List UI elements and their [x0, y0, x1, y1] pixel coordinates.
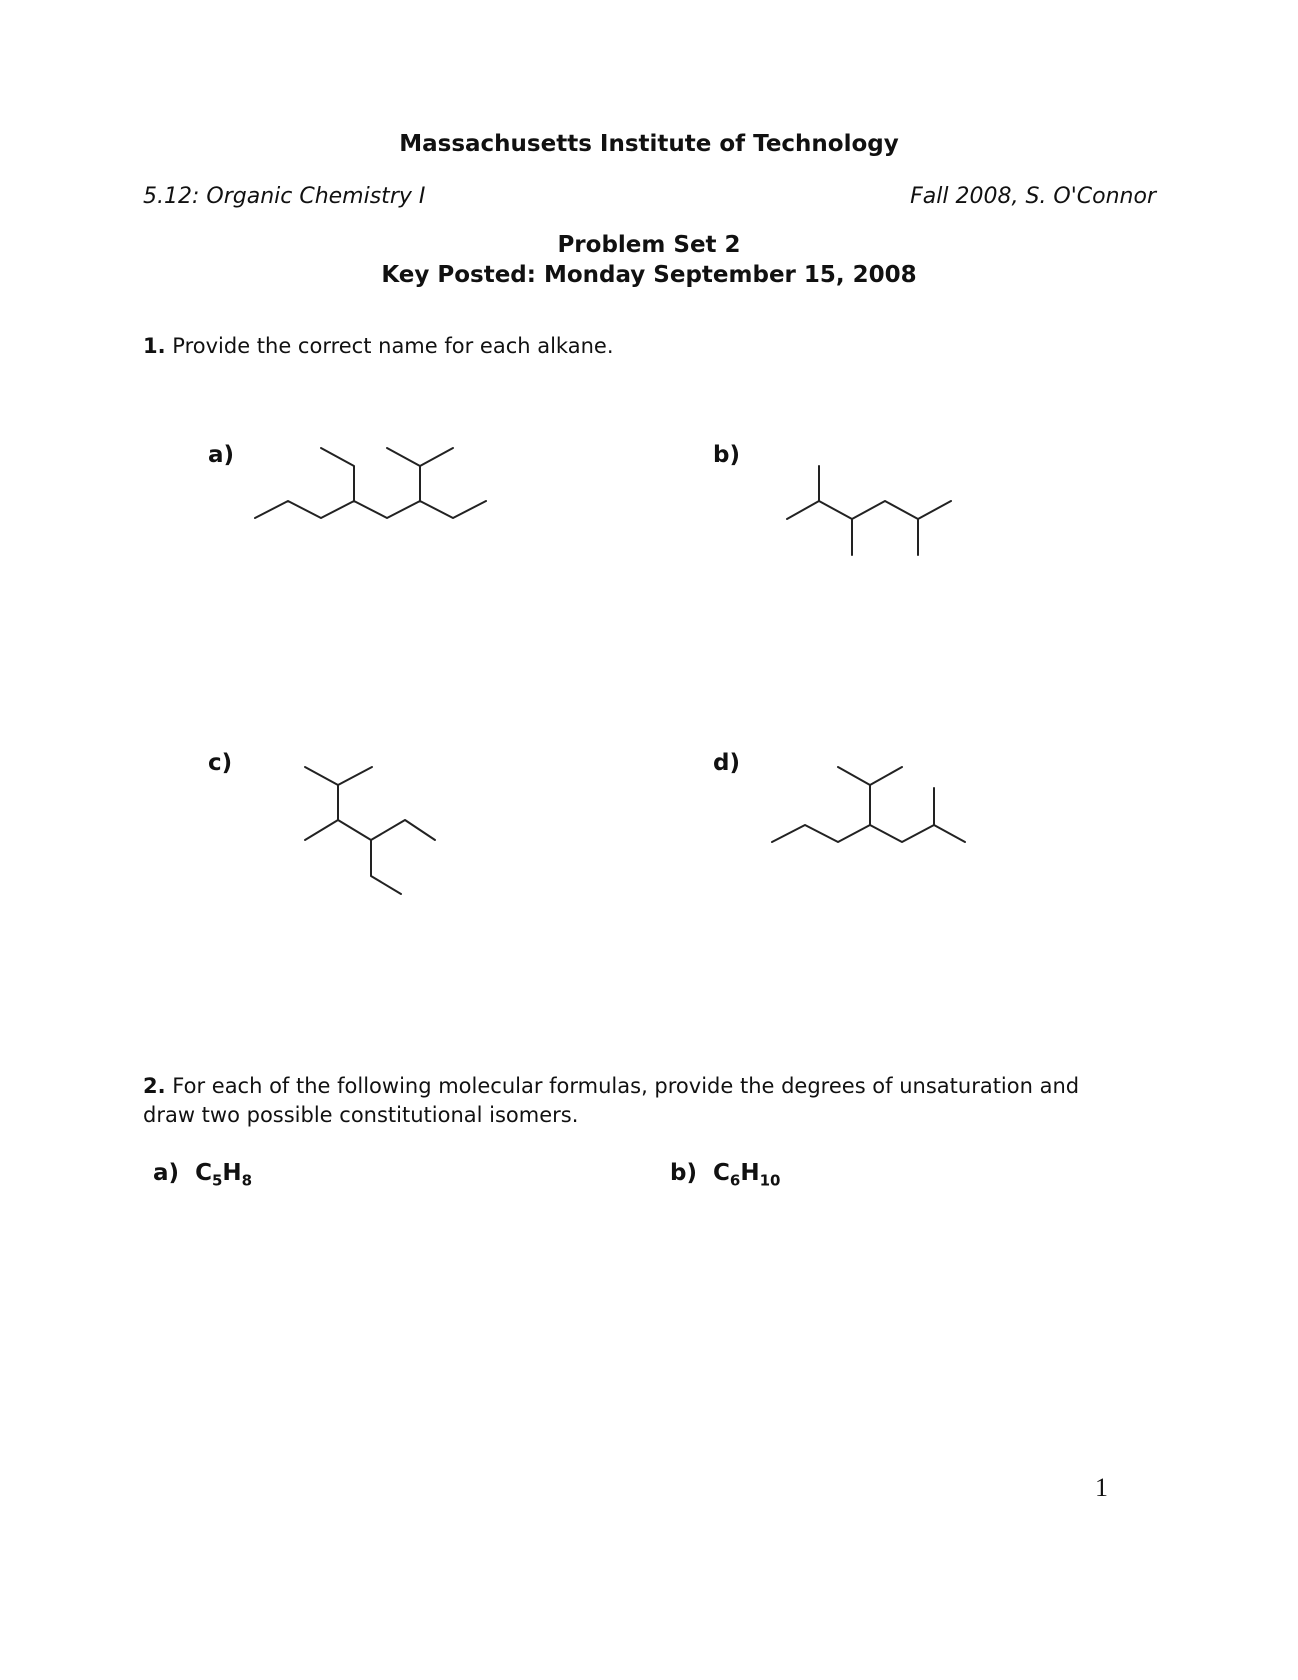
formula-a: [153, 1160, 252, 1190]
question-2-text-line1: For each of the following molecular formulas, provide the degrees of unsaturation and: [172, 1074, 1080, 1098]
page-number: 1: [1095, 1473, 1108, 1502]
formula-b-carbon: C: [713, 1160, 730, 1186]
part-a-label: a): [208, 442, 235, 468]
part-b-label: b): [713, 442, 740, 468]
part-d-label: d): [713, 750, 740, 776]
formula-a-carbon-count: 5: [211, 1171, 223, 1190]
course-name: 5.12: Organic Chemistry I: [143, 184, 426, 209]
formula-a-hydrogen: H: [222, 1160, 242, 1186]
formula-b-hydrogen-count: 10: [759, 1171, 781, 1190]
question-1-text: Provide the correct name for each alkane.: [172, 334, 614, 358]
formula-a-hydrogen-count: 8: [241, 1171, 253, 1190]
formula-a-carbon: C: [195, 1160, 212, 1186]
formula-b-label: b): [670, 1160, 697, 1186]
formula-b-carbon-count: 6: [729, 1171, 741, 1190]
question-2-text-line2: draw two possible constitutional isomers.: [143, 1103, 579, 1127]
question-2-number: 2.: [143, 1074, 166, 1098]
formula-a-label: a): [153, 1160, 180, 1186]
formula-b: [670, 1160, 780, 1190]
problem-set-title: Problem Set 2: [557, 232, 741, 258]
term-instructor: Fall 2008, S. O'Connor: [910, 184, 1156, 209]
institution-title: Massachusetts Institute of Technology: [399, 131, 899, 157]
key-posted-date: Key Posted: Monday September 15, 2008: [381, 262, 917, 288]
part-c-label: c): [208, 750, 233, 776]
question-1-number: 1.: [143, 334, 166, 358]
question-2: [143, 1072, 1079, 1130]
formula-b-hydrogen: H: [740, 1160, 760, 1186]
